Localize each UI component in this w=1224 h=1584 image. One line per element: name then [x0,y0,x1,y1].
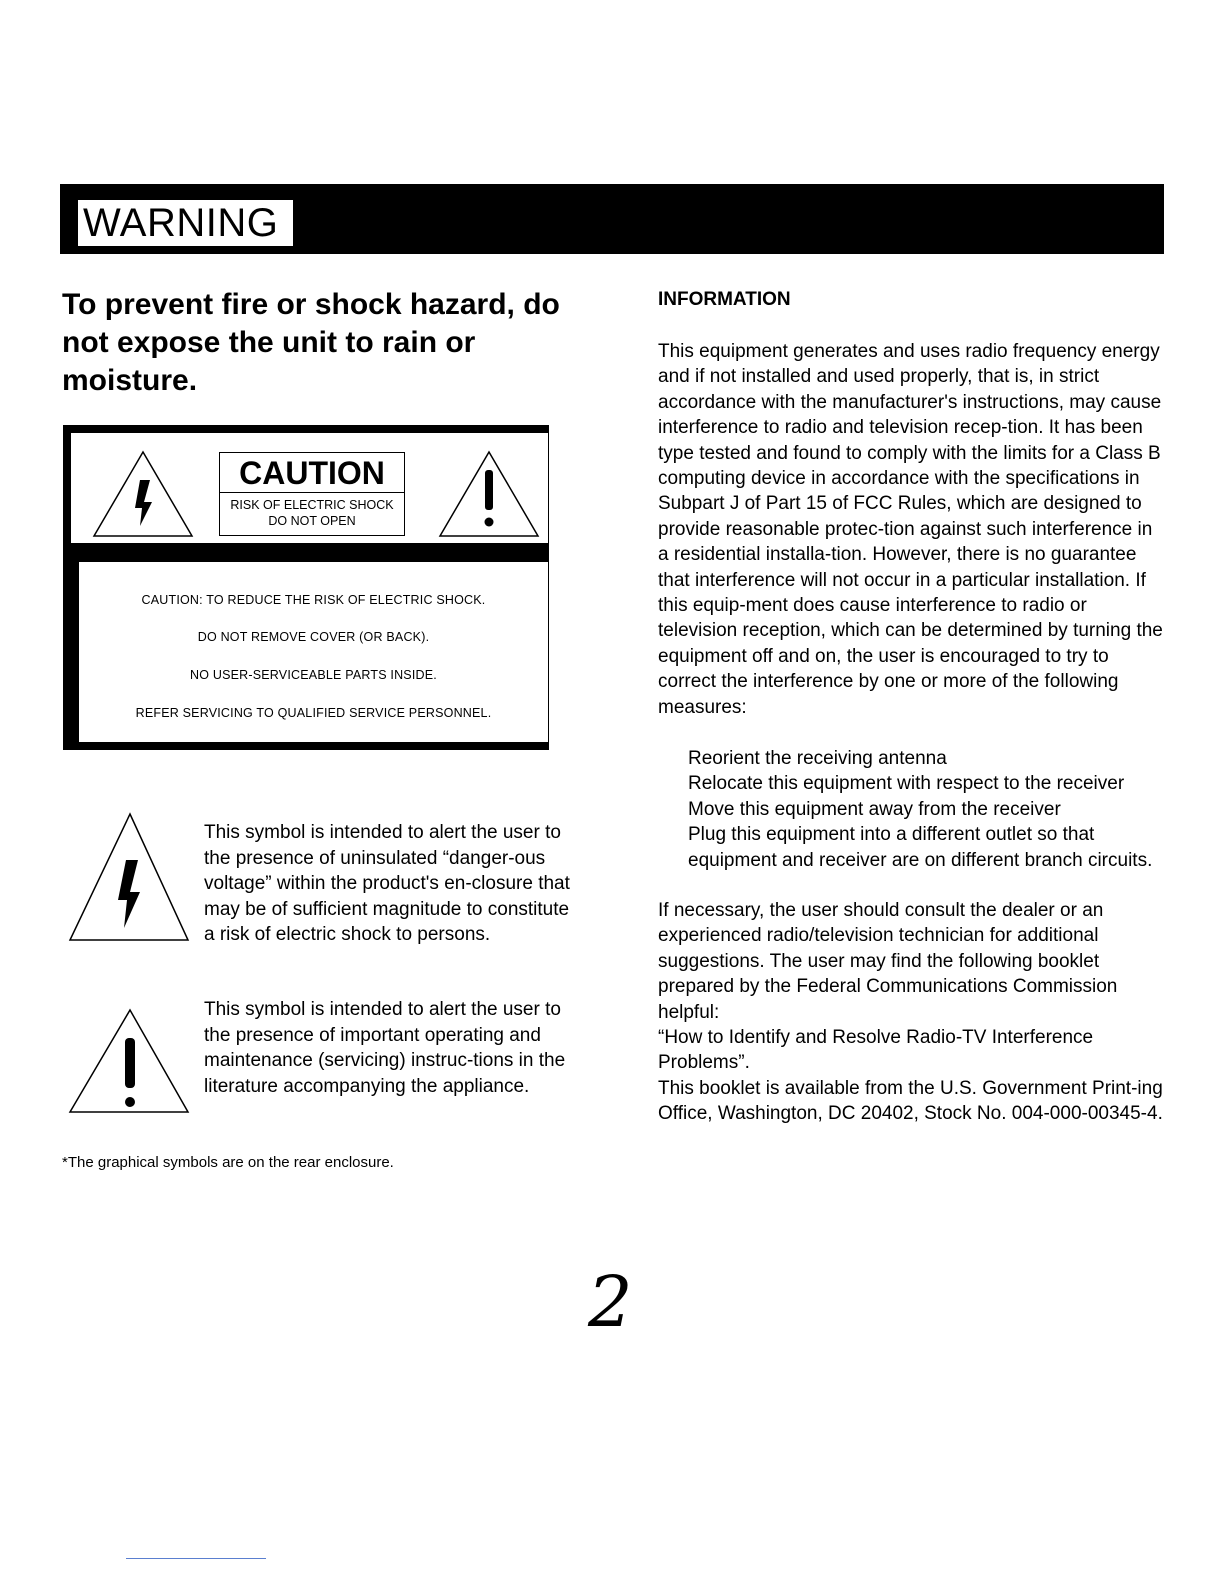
information-heading: INFORMATION [658,289,791,310]
information-followup [658,898,1168,1127]
consult-paragraph: If necessary, the user should consult the dealer or an experienced radio/television technician for additional suggestions. The user may find the following booklet prepared by the Federal Communications Commission helpful: [658,900,1118,1023]
caution-line: REFER SERVICING TO QUALIFIED SERVICE PERSONNEL. [135,706,492,720]
page-number: 2 [588,1261,633,1343]
bottom-rule [126,1558,266,1559]
exclamation-symbol-icon [66,1008,194,1116]
caution-do-not-open-text: DO NOT OPEN [268,514,356,528]
exclamation-warning-icon [434,450,544,540]
information-body [658,339,1168,720]
caution-line: NO USER-SERVICEABLE PARTS INSIDE. [190,668,437,682]
symbols-footnote: *The graphical symbols are on the rear enclosure. [62,1154,394,1171]
list-item: Relocate this equipment with respect to the receiver [688,773,1125,795]
warning-title: WARNING [78,200,293,246]
caution-risk-text: RISK OF ELECTRIC SHOCK [230,498,394,512]
list-item: Plug this equipment into a different outlet so that equipment and receiver are on different branch circuits. [688,824,1153,871]
list-item: Reorient the receiving antenna [688,748,947,769]
lightning-warning-icon [88,450,198,540]
exclamation-symbol-description: This symbol is intended to alert the user to the presence of important operating and maintenance (servicing) instruc-tions in the literature accompanying the appliance. [204,999,566,1097]
caution-line: DO NOT REMOVE COVER (OR BACK). [197,630,430,644]
information-paragraph: This equipment generates and uses radio frequency energy and if not installed and used properly, that is, in strict accordance with the manufacturer's instructions, may cause interference to radio and television recep-tion. It has been type tested and found to comply with the limits for a Class B computing device in accordance with the specifications in Subpart J of Part 15 of FCC Rules, which are designed to provide reasonable protec-tion against such interference in a residential installa-tion. However, there is no guarantee that interference will not occur in a particular installation. If this equip-ment does cause interference to radio or television reception, which can be determined by turning the equipment off and on, the user is encouraged to try to correct the interference by one or more of the following measures: [658,341,1163,718]
caution-line: CAUTION: TO REDUCE THE RISK OF ELECTRIC SHOCK. [141,593,486,607]
booklet-availability: This booklet is available from the U.S. Government Print-ing Office, Washington, DC 20402, Stock No. 004-000-00345-4. [658,1077,1163,1125]
caution-title: CAUTION [219,453,405,493]
measures-list [688,746,1168,873]
booklet-title: “How to Identify and Resolve Radio-TV Interference Problems”. [658,1027,1094,1074]
list-item: Move this equipment away from the receiver [688,798,1061,820]
lightning-symbol-icon [66,812,194,944]
hazard-headline: To prevent fire or shock hazard, do not expose the unit to rain or moisture. [62,288,560,397]
lightning-symbol-description: This symbol is intended to alert the user to the presence of uninsulated “danger-ous voltage” within the product's en-closure that may be of sufficient magnitude to constitute a risk of electric shock to persons. [204,822,570,945]
